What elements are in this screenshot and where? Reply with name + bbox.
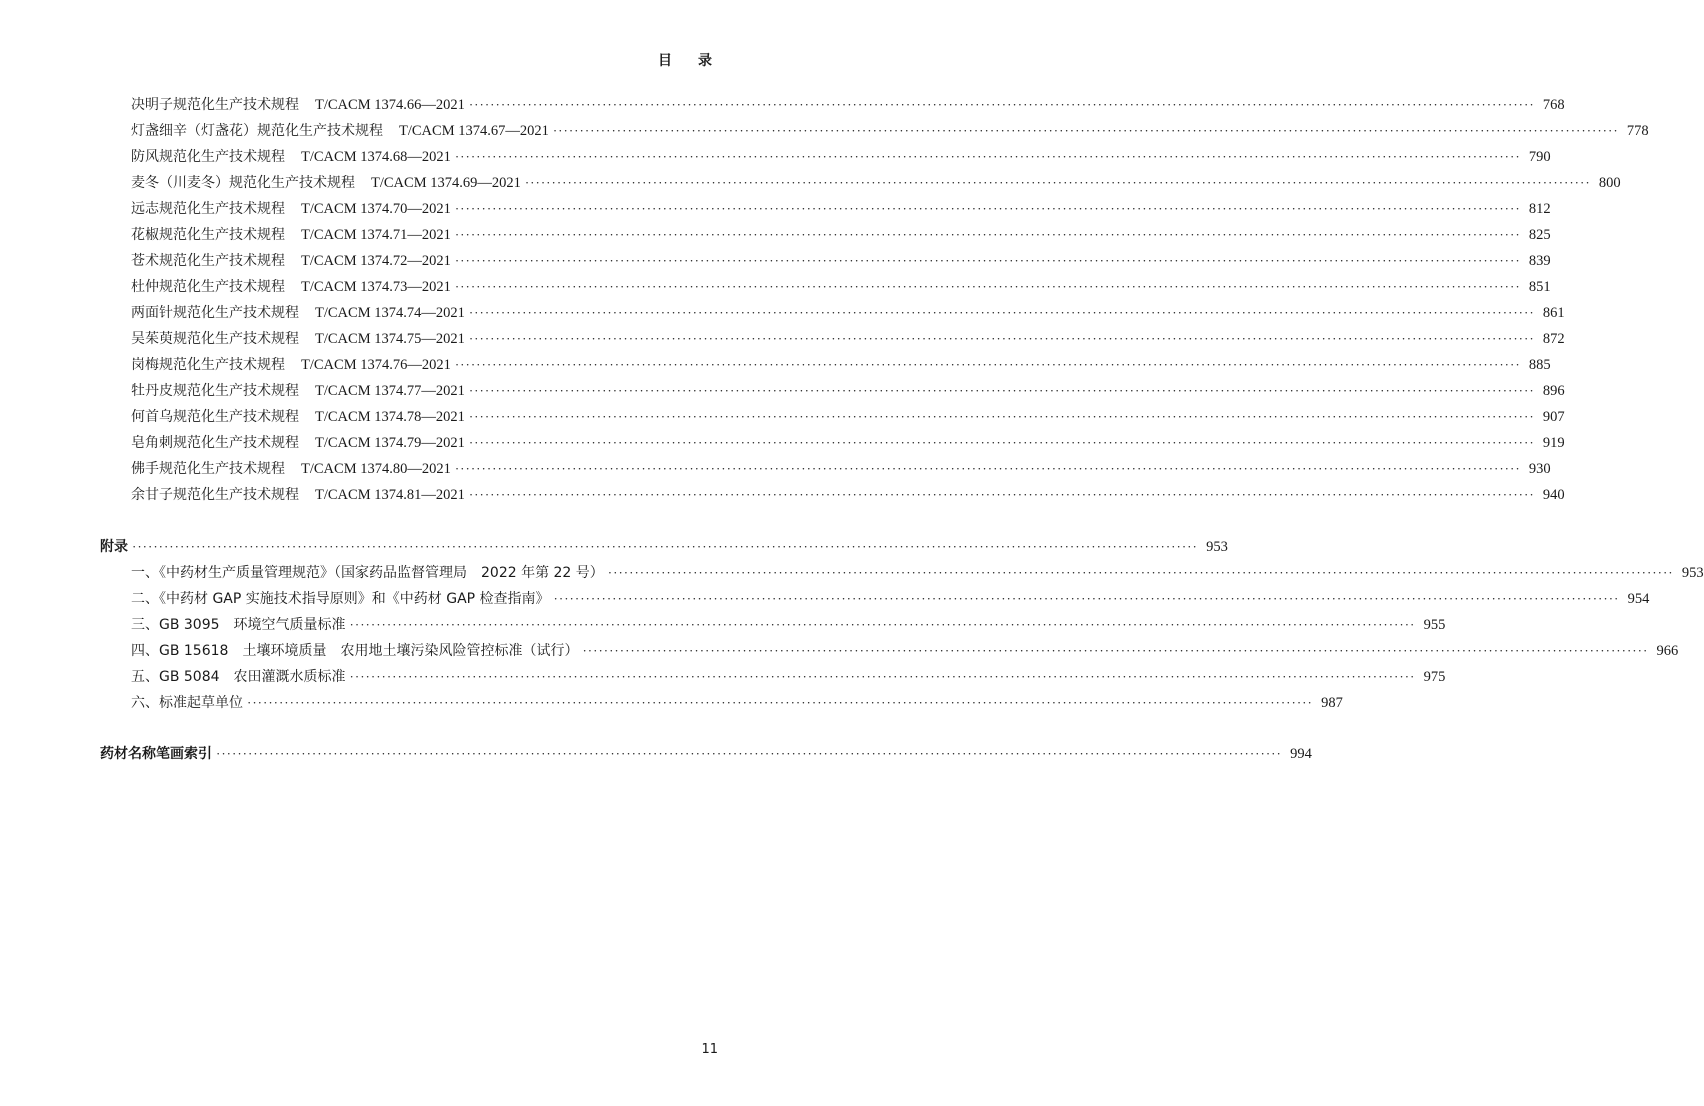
toc-entry[interactable] xyxy=(131,641,1679,661)
entry-title: 吴茱萸规范化生产技术规程 xyxy=(131,331,299,347)
page-ref: 896 xyxy=(1542,383,1565,399)
entry-title: 二、《中药材 GAP 实施技术指导原则》和《中药材 GAP 检查指南》 xyxy=(131,591,550,607)
page-ref: 940 xyxy=(1542,487,1565,503)
toc-entry-row[interactable] xyxy=(0,329,1565,349)
dot-leader: ········································································································································································································ xyxy=(132,539,1198,554)
dot-leader: ········································································································································································································ xyxy=(454,279,1521,294)
page-ref: 790 xyxy=(1528,149,1551,165)
standard-code: T/CACM 1374.70—2021 xyxy=(301,201,451,217)
page-ref: 768 xyxy=(1542,97,1565,113)
dot-leader: ········································································································································································································ xyxy=(552,123,1619,138)
entry-title: 皂角刺规范化生产技术规程 xyxy=(131,435,299,451)
toc-entry[interactable] xyxy=(131,485,1565,505)
page-ref: 954 xyxy=(1627,591,1650,607)
toc-entry[interactable] xyxy=(131,433,1565,453)
dot-leader: ········································································································································································································ xyxy=(454,201,1521,216)
page-ref: 975 xyxy=(1423,669,1446,685)
page-ref: 825 xyxy=(1528,227,1551,243)
toc-entry-row[interactable] xyxy=(0,121,1649,141)
page-ref: 885 xyxy=(1528,357,1551,373)
entry-title: 决明子规范化生产技术规程 xyxy=(131,97,299,113)
entry-title: 余甘子规范化生产技术规程 xyxy=(131,487,299,503)
toc-entry-row[interactable] xyxy=(0,459,1551,479)
entry-title: 牡丹皮规范化生产技术规程 xyxy=(131,383,299,399)
entry-title: 附录 xyxy=(100,539,128,555)
entry-title: 佛手规范化生产技术规程 xyxy=(131,461,285,477)
toc-entry[interactable] xyxy=(131,147,1551,167)
page-ref: 907 xyxy=(1542,409,1565,425)
dot-leader: ········································································································································································································ xyxy=(468,305,1535,320)
appendix-item-row[interactable] xyxy=(0,667,1446,687)
standard-code: T/CACM 1374.73—2021 xyxy=(301,279,451,295)
standard-code: T/CACM 1374.78—2021 xyxy=(315,409,465,425)
standard-code: T/CACM 1374.66—2021 xyxy=(315,97,465,113)
appendix-item-row[interactable] xyxy=(0,641,1679,661)
toc-entry[interactable] xyxy=(131,303,1565,323)
toc-entry[interactable] xyxy=(131,693,1343,713)
toc-entry[interactable] xyxy=(131,563,1704,583)
entry-title: 六、标准起草单位 xyxy=(131,695,243,711)
standard-code: T/CACM 1374.67—2021 xyxy=(399,123,549,139)
toc-entry[interactable] xyxy=(131,199,1551,219)
section-title: 目 录 xyxy=(658,53,718,69)
dot-leader: ········································································································································································································ xyxy=(216,746,1282,761)
toc-entry-row[interactable] xyxy=(0,199,1551,219)
appendix-item-row[interactable] xyxy=(0,615,1446,635)
entry-title: 何首乌规范化生产技术规程 xyxy=(131,409,299,425)
entry-title: 麦冬（川麦冬）规范化生产技术规程 xyxy=(131,175,355,191)
entry-title: 花椒规范化生产技术规程 xyxy=(131,227,285,243)
page-ref: 872 xyxy=(1542,331,1565,347)
page-ref: 994 xyxy=(1290,746,1312,762)
appendix-item-row[interactable] xyxy=(0,563,1704,583)
page-number: 11 xyxy=(701,1042,718,1057)
standard-code: T/CACM 1374.81—2021 xyxy=(315,487,465,503)
standard-code: T/CACM 1374.76—2021 xyxy=(301,357,451,373)
page-ref: 966 xyxy=(1656,643,1679,659)
entry-title: 苍术规范化生产技术规程 xyxy=(131,253,285,269)
entry-title: 防风规范化生产技术规程 xyxy=(131,149,285,165)
toc-entry-row[interactable] xyxy=(0,433,1565,453)
toc-entry-row[interactable] xyxy=(0,147,1551,167)
page-ref: 851 xyxy=(1528,279,1551,295)
appendix-item-row[interactable] xyxy=(0,589,1650,609)
dot-leader: ········································································································································································································ xyxy=(247,695,1313,710)
toc-entry-row[interactable] xyxy=(0,225,1551,245)
appendix-item-row[interactable] xyxy=(0,693,1343,713)
dot-leader: ········································································································································································································ xyxy=(349,669,1416,684)
dot-leader: ········································································································································································································ xyxy=(349,617,1416,632)
toc-entry-row[interactable] xyxy=(0,277,1551,297)
toc-entry-row[interactable] xyxy=(0,355,1551,375)
page-ref: 778 xyxy=(1626,123,1649,139)
toc-entry[interactable] xyxy=(131,407,1565,427)
toc-entry-row[interactable] xyxy=(0,303,1565,323)
dot-leader: ········································································································································································································ xyxy=(454,253,1521,268)
entry-title: 五、GB 5084 农田灌溉水质标准 xyxy=(131,669,346,685)
toc-entry[interactable] xyxy=(131,225,1551,245)
dot-leader: ········································································································································································································ xyxy=(468,409,1535,424)
page-ref: 919 xyxy=(1542,435,1565,451)
standard-code: T/CACM 1374.74—2021 xyxy=(315,305,465,321)
toc-entry-row[interactable] xyxy=(0,485,1565,505)
standard-code: T/CACM 1374.72—2021 xyxy=(301,253,451,269)
entry-title: 岗梅规范化生产技术规程 xyxy=(131,357,285,373)
dot-leader: ········································································································································································································ xyxy=(582,643,1649,658)
toc-entry[interactable] xyxy=(131,381,1565,401)
page-ref: 953 xyxy=(1681,565,1704,581)
index-heading-row[interactable] xyxy=(0,744,1312,764)
standard-code: T/CACM 1374.71—2021 xyxy=(301,227,451,243)
standard-code: T/CACM 1374.69—2021 xyxy=(371,175,521,191)
appendix-heading-row[interactable] xyxy=(0,537,1228,557)
toc-entry[interactable] xyxy=(131,277,1551,297)
toc-entry[interactable] xyxy=(131,615,1446,635)
page-ref: 930 xyxy=(1528,461,1551,477)
page-ref: 955 xyxy=(1423,617,1446,633)
entry-title: 一、《中药材生产质量管理规范》（国家药品监督管理局 2022 年第 22 号） xyxy=(131,565,604,581)
toc-entry[interactable] xyxy=(131,173,1621,193)
toc-entry[interactable] xyxy=(131,329,1565,349)
toc-entry[interactable] xyxy=(131,589,1650,609)
dot-leader: ········································································································································································································ xyxy=(553,591,1620,606)
entry-title: 灯盏细辛（灯盏花）规范化生产技术规程 xyxy=(131,123,383,139)
page-ref: 861 xyxy=(1542,305,1565,321)
toc-entry[interactable] xyxy=(131,459,1551,479)
toc-entry[interactable] xyxy=(131,667,1446,687)
toc-entry-row[interactable] xyxy=(0,407,1565,427)
dot-leader: ········································································································································································································ xyxy=(454,227,1521,242)
entry-title: 三、GB 3095 环境空气质量标准 xyxy=(131,617,346,633)
standard-code: T/CACM 1374.79—2021 xyxy=(315,435,465,451)
dot-leader: ········································································································································································································ xyxy=(454,357,1521,372)
page-ref: 812 xyxy=(1528,201,1551,217)
page-ref: 953 xyxy=(1206,539,1228,555)
toc-entry-row[interactable] xyxy=(0,251,1551,271)
toc-entry[interactable] xyxy=(100,744,1312,764)
page-ref: 800 xyxy=(1598,175,1621,191)
standard-code: T/CACM 1374.80—2021 xyxy=(301,461,451,477)
entry-title: 远志规范化生产技术规程 xyxy=(131,201,285,217)
dot-leader: ········································································································································································································ xyxy=(468,97,1535,112)
standard-code: T/CACM 1374.75—2021 xyxy=(315,331,465,347)
page-ref: 839 xyxy=(1528,253,1551,269)
dot-leader: ········································································································································································································ xyxy=(454,461,1521,476)
toc-entry[interactable] xyxy=(131,251,1551,271)
dot-leader: ········································································································································································································ xyxy=(468,383,1535,398)
page-ref: 987 xyxy=(1321,695,1343,711)
entry-title: 两面针规范化生产技术规程 xyxy=(131,305,299,321)
toc-entry[interactable] xyxy=(131,95,1565,115)
dot-leader: ········································································································································································································ xyxy=(454,149,1521,164)
dot-leader: ········································································································································································································ xyxy=(607,565,1674,580)
toc-entry[interactable] xyxy=(100,537,1228,557)
entry-title: 杜仲规范化生产技术规程 xyxy=(131,279,285,295)
dot-leader: ········································································································································································································ xyxy=(468,435,1535,450)
toc-entry-row[interactable] xyxy=(0,95,1565,115)
dot-leader: ········································································································································································································ xyxy=(524,175,1591,190)
standard-code: T/CACM 1374.77—2021 xyxy=(315,383,465,399)
entry-title: 四、GB 15618 土壤环境质量 农用地土壤污染风险管控标准（试行） xyxy=(131,643,579,659)
dot-leader: ········································································································································································································ xyxy=(468,487,1535,502)
standard-code: T/CACM 1374.68—2021 xyxy=(301,149,451,165)
dot-leader: ········································································································································································································ xyxy=(468,331,1535,346)
toc-entry-row[interactable] xyxy=(0,381,1565,401)
entry-title: 药材名称笔画索引 xyxy=(100,746,212,762)
toc-entry[interactable] xyxy=(131,355,1551,375)
toc-entry[interactable] xyxy=(131,121,1649,141)
toc-entry-row[interactable] xyxy=(0,173,1621,193)
